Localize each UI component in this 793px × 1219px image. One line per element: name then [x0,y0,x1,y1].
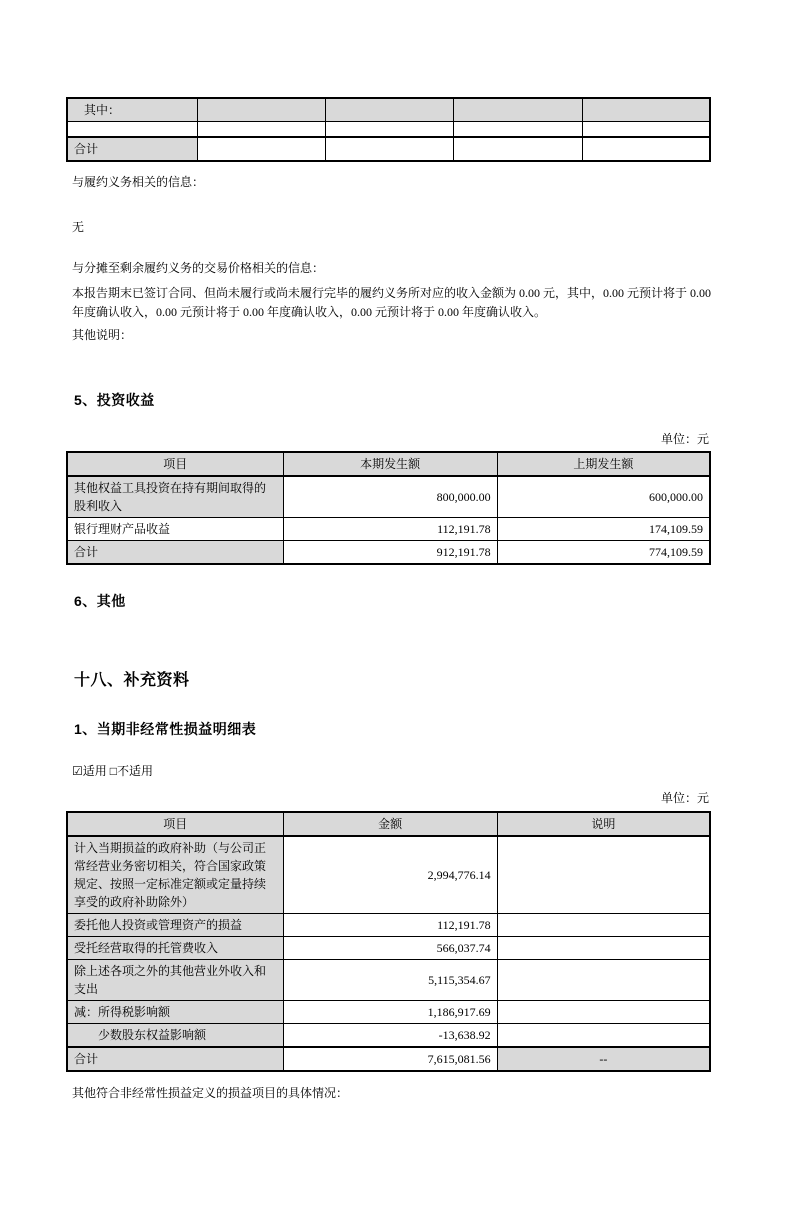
table-cell [198,137,326,161]
table-cell [453,122,582,137]
row-current-amount: 112,191.78 [283,517,497,540]
row-amount: 2,994,776.14 [283,836,497,914]
table-row-total [67,540,710,564]
table-row [67,913,710,936]
row-amount: -13,638.92 [283,1023,497,1047]
none-text: 无 [72,219,85,234]
row-note [497,913,710,936]
table-row [67,517,710,540]
row-item-label: 合计 [67,540,283,564]
table-cell [583,122,710,137]
other-non-recurring-footer: 其他符合非经常性损益定义的损益项目的具体情况： [72,1085,349,1100]
column-header-prior: 上期发生额 [497,452,710,476]
row-note [497,836,710,914]
other-notes-label: 其他说明： [72,327,133,342]
row-item-label: 除上述各项之外的其他营业外收入和支出 [67,959,283,1000]
table-cell [67,122,198,137]
row-amount: 112,191.78 [283,913,497,936]
table-row [67,959,710,1000]
row-item-label: 少数股东权益影响额 [67,1023,283,1047]
table-cell [453,137,582,161]
row-item-label: 计入当期损益的政府补助（与公司正常经营业务密切相关，符合国家政策规定、按照一定标准定额或定量持续享受的政府补助除外） [67,836,283,914]
table-cell [583,98,710,122]
table-cell [453,98,582,122]
allocation-info-title: 与分摊至剩余履约义务的交易价格相关的信息： [72,260,325,275]
table-cell-qizhong: 其中： [67,98,198,122]
row-amount: 5,115,354.67 [283,959,497,1000]
applicability-row [66,762,711,779]
performance-info-title: 与履约义务相关的信息： [72,174,205,189]
row-item-label: 减：所得税影响额 [67,1000,283,1023]
section-6-heading: 6、其他 [74,592,126,609]
document-page [66,97,711,1103]
section-5-heading: 5、投资收益 [74,391,155,408]
row-current-amount: 800,000.00 [283,476,497,518]
checkbox-applicable-checked: ☑适用 [72,763,107,778]
row-prior-amount: 174,109.59 [497,517,710,540]
table-row [67,936,710,959]
column-header-amount: 金额 [283,812,497,836]
non-recurring-items-table [66,811,711,1072]
table-row [67,836,710,914]
table-cell [198,98,326,122]
table-row-total [67,1047,710,1071]
table-cell [325,98,453,122]
checkbox-not-applicable: □不适用 [109,763,154,778]
table-cell [198,122,326,137]
row-item-label: 银行理财产品收益 [67,517,283,540]
table-cell-total: 合计 [67,137,198,161]
row-amount: 566,037.74 [283,936,497,959]
column-header-item: 项目 [67,452,283,476]
table-row [67,1000,710,1023]
column-header-item: 项目 [67,812,283,836]
section-18-1-heading: 1、当期非经常性损益明细表 [74,720,257,737]
unit-label-2: 单位：元 [660,790,709,805]
row-item-label: 委托他人投资或管理资产的损益 [67,913,283,936]
table-cell [583,137,710,161]
row-note: -- [497,1047,710,1071]
row-item-label: 受托经营取得的托管费收入 [67,936,283,959]
row-note [497,1023,710,1047]
investment-income-table [66,451,711,565]
table-cell [325,122,453,137]
row-note [497,936,710,959]
contract-liability-table [66,97,711,162]
row-prior-amount: 600,000.00 [497,476,710,518]
remaining-obligation-paragraph: 本报告期末已签订合同、但尚未履行或尚未履行完毕的履约义务所对应的收入金额为 0.00 元，其中，0.00 元预计将于 0.00 年度确认收入，0.00 元预计将于 0.00 年度确认收入，0.00 元预计将于 0.00 年度确认收入。 [72,285,712,319]
row-item-label: 合计 [67,1047,283,1071]
table-cell [325,137,453,161]
row-item-label: 其他权益工具投资在持有期间取得的股利收入 [67,476,283,518]
table-row [67,476,710,518]
column-header-note: 说明 [497,812,710,836]
row-note [497,959,710,1000]
row-amount: 1,186,917.69 [283,1000,497,1023]
row-amount: 7,615,081.56 [283,1047,497,1071]
column-header-current: 本期发生额 [283,452,497,476]
unit-label-1: 单位：元 [660,431,709,446]
table-row [67,1023,710,1047]
section-18-heading: 十八、补充资料 [74,671,190,689]
row-prior-amount: 774,109.59 [497,540,710,564]
row-note [497,1000,710,1023]
row-current-amount: 912,191.78 [283,540,497,564]
